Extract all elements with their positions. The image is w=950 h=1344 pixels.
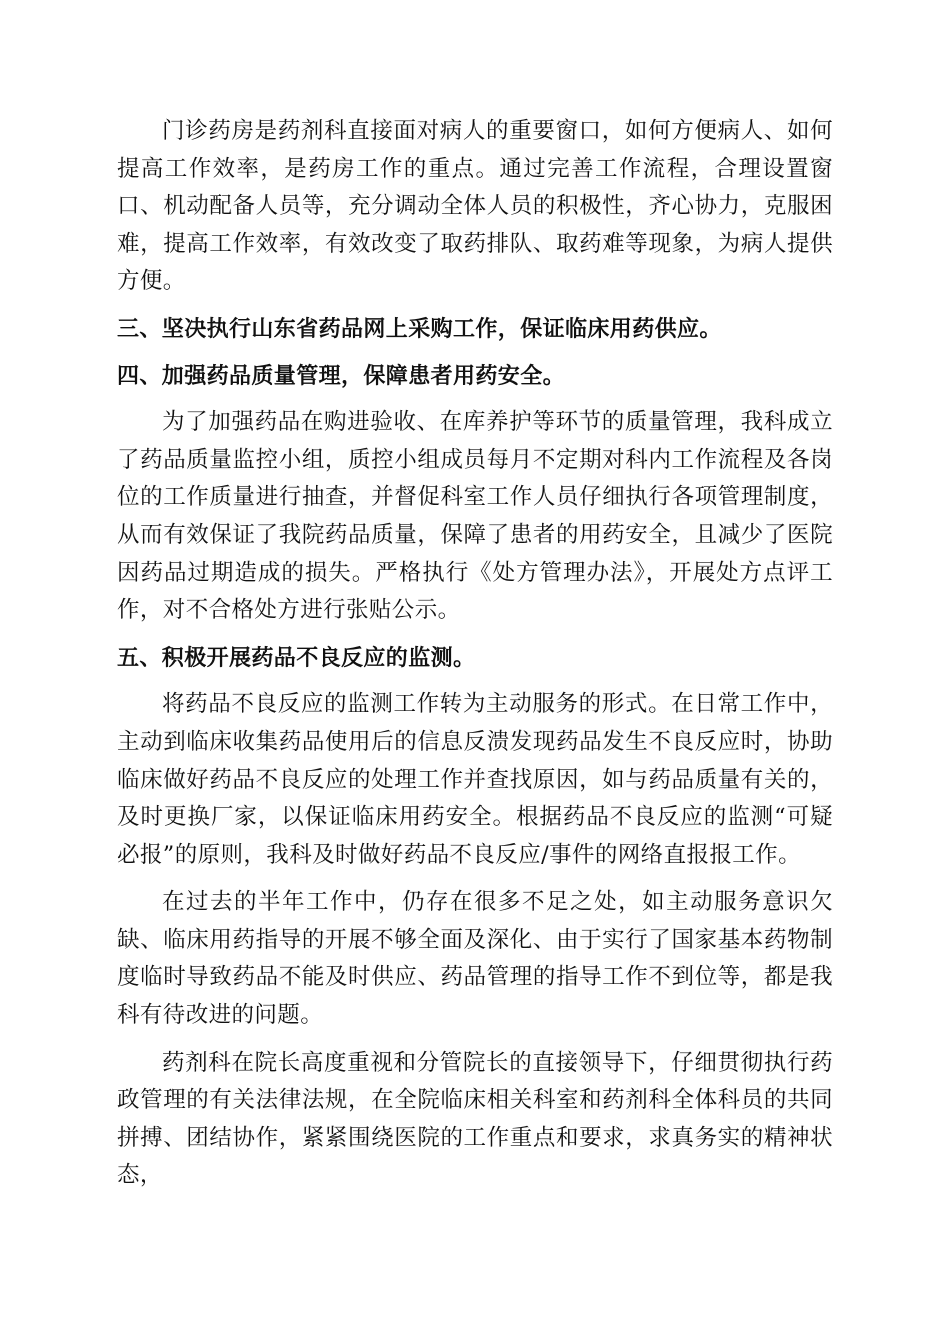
heading-section-3: 三、坚决执行山东省药品网上采购工作，保证临床用药供应。 [117,316,722,342]
paragraph-quality-management: 为了加强药品在购进验收、在库养护等环节的质量管理，我科成立了药品质量监控小组，质控小组成员每月不定期对科内工作流程及各岗位的工作质量进行抽查，并督促科室工作人员仔细执行各项管理制度，从而有效保证了我院药品质量，保障了患者的用药安全，且减少了医院因药品过期造成的损失。严格执行《处方管理办法》，开展处方点评工作，对不合格处方进行张贴公示。 [117,409,833,624]
paragraph-conclusion: 药剂科在院长高度重视和分管院长的直接领导下，仔细贯彻执行药政管理的有关法律法规，在全院临床相关科室和药剂科全体科员的共同拼搏、团结协作，紧紧围绕医院的工作重点和要求，求真务实的精神状态， [117,1049,833,1189]
paragraph-shortcomings: 在过去的半年工作中，仍存在很多不足之处，如主动服务意识欠缺、临床用药指导的开展不够全面及深化、由于实行了国家基本药物制度临时导致药品不能及时供应、药品管理的指导工作不到位等，都是我科有待改进的问题。 [117,889,833,1029]
heading-section-5: 五、积极开展药品不良反应的监测。 [117,645,476,671]
document-body [117,113,833,1195]
paragraph-outpatient-pharmacy: 门诊药房是药剂科直接面对病人的重要窗口，如何方便病人、如何提高工作效率，是药房工作的重点。通过完善工作流程，合理设置窗口、机动配备人员等，充分调动全体人员的积极性，齐心协力，克服困难，提高工作效率，有效改变了取药排队、取药难等现象，为病人提供方便。 [117,118,833,295]
paragraph-adverse-reaction: 将药品不良反应的监测工作转为主动服务的形式。在日常工作中，主动到临床收集药品使用后的信息反溃发现药品发生不良反应时，协助临床做好药品不良反应的处理工作并查找原因，如与药品质量有关的，及时更换厂家，以保证临床用药安全。根据药品不良反应的监测“可疑必报”的原则，我科及时做好药品不良反应/事件的网络直报报工作。 [117,691,833,868]
heading-section-4: 四、加强药品质量管理，保障患者用药安全。 [117,363,566,389]
